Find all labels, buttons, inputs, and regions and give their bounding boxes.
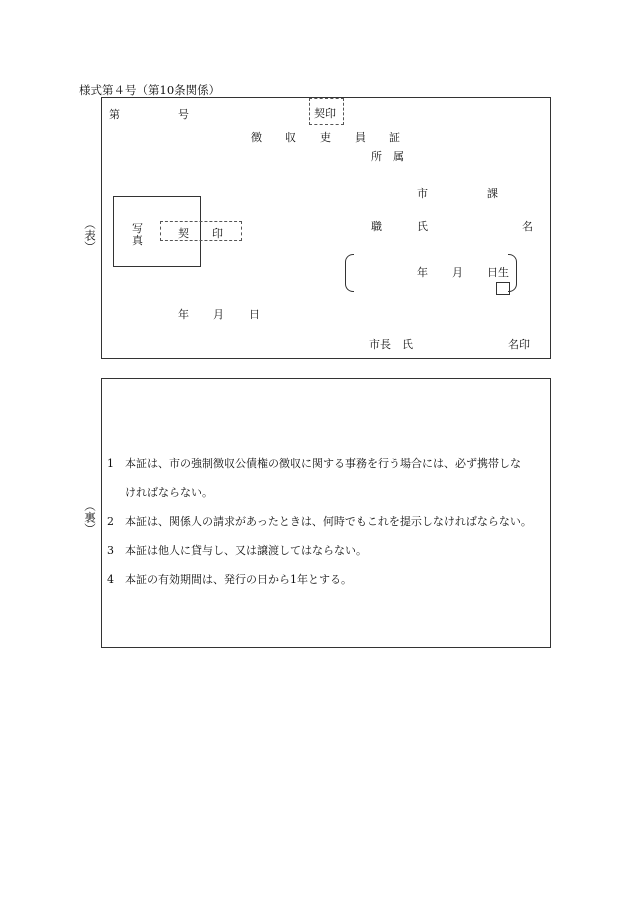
- mayor-seal-label: 名印: [508, 338, 530, 351]
- photo-seal-box: [160, 221, 242, 241]
- rule-item-1-cont-text: ければならない。: [125, 486, 213, 499]
- photo-label-2: 真: [132, 234, 143, 247]
- photo-seal-char-2: 印: [212, 227, 223, 240]
- photo-seal-char-1: 契: [178, 227, 189, 240]
- rule-item-1-cont: [107, 484, 213, 500]
- birth-month-label: 月: [452, 266, 463, 279]
- rule-item-3-text: 本証は他人に貸与し、又は譲渡してはならない。: [125, 544, 367, 557]
- rule-item-2-text: 本証は、関係人の請求があったときは、何時でもこれを提示しなければならない。: [125, 515, 532, 528]
- mayor-label: 市長 氏: [369, 338, 413, 351]
- front-side-label: （表）: [83, 218, 97, 253]
- heading-char-3: 吏: [320, 131, 331, 144]
- heading-char-5: 証: [389, 131, 400, 144]
- rule-item-4-text: 本証の有効期間は、発行の日から1年とする。: [125, 573, 352, 586]
- birth-day-label: 日生: [487, 266, 509, 279]
- birth-year-label: 年: [417, 266, 428, 279]
- rule-item-4-num: 4: [107, 573, 114, 586]
- rule-item-1-num: 1: [107, 457, 114, 470]
- issue-month-label: 月: [213, 308, 224, 321]
- position-label: 職: [371, 220, 382, 233]
- seal-top-label: 契印: [314, 107, 336, 120]
- rule-item-2-num: 2: [107, 515, 114, 528]
- small-seal-box: [496, 282, 510, 295]
- rule-item-4: [107, 571, 352, 587]
- number-suffix: 号: [178, 108, 189, 121]
- issue-year-label: 年: [178, 308, 189, 321]
- issue-day-label: 日: [249, 308, 260, 321]
- rule-item-2: [107, 513, 532, 529]
- rule-item-1-text: 本証は、市の強制徴収公債権の徴収に関する事務を行う場合には、必ず携帯しな: [125, 457, 521, 470]
- rule-item-1: [107, 455, 521, 471]
- birth-bracket-left: [345, 254, 354, 292]
- rule-item-3: [107, 542, 367, 558]
- form-title: 様式第４号（第10条関係）: [79, 83, 221, 97]
- affiliation-label: 所 属: [371, 150, 404, 163]
- rule-item-3-num: 3: [107, 544, 114, 557]
- section-label: 課: [487, 187, 498, 200]
- photo-label-1: 写: [132, 222, 143, 235]
- heading-char-4: 員: [355, 131, 366, 144]
- city-label: 市: [417, 187, 428, 200]
- name-prefix-label: 氏: [417, 220, 428, 233]
- number-prefix: 第: [109, 108, 120, 121]
- name-suffix-label: 名: [522, 220, 533, 233]
- heading-char-2: 収: [285, 131, 296, 144]
- back-side-label: （裏）: [83, 500, 97, 535]
- heading-char-1: 徴: [251, 131, 262, 144]
